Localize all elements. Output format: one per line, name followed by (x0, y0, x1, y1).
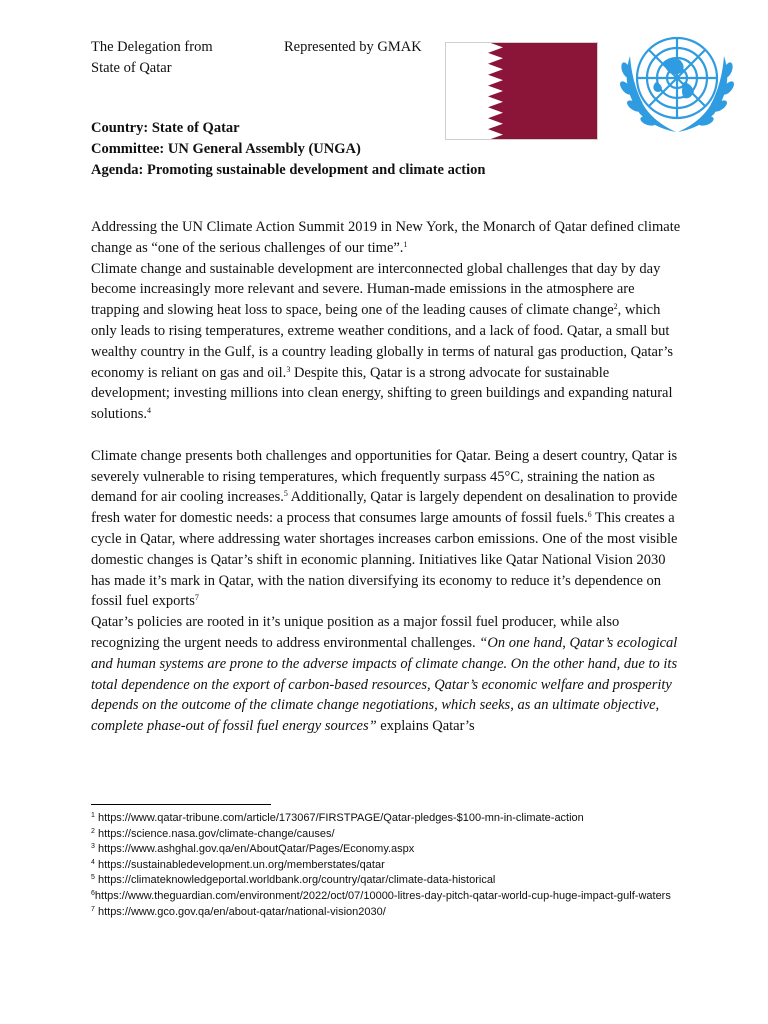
footnote-3 (91, 842, 691, 858)
p2-text-a: Climate change and sustainable development are interconnected global challenges that day by day become increasingly more relevant and severe. Human-made emissions in the atmosphere are trapping and slowing heat loss to space, being one of the leading causes of climate change (91, 260, 661, 319)
footnote-number: 2 (91, 827, 95, 835)
footnote-number: 4 (91, 858, 95, 866)
p4-text-a: Qatar’s policies are rooted in it’s unique position as a major fossil fuel producer, while also recognizing the urgent needs to address environmental challenges. (91, 614, 620, 651)
footnote-ref-4: 4 (147, 406, 151, 416)
footnote-link[interactable]: https://www.theguardian.com/environment/2022/oct/07/10000-litres-day-pitch-qatar-world-cup-huge-impact-gulf-waters (94, 889, 671, 902)
footnote-ref-7: 7 (194, 593, 199, 603)
position-paper-meta (91, 118, 485, 181)
footnote-link[interactable]: https://climateknowledgeportal.worldbank.org/country/qatar/climate-data-historical (94, 874, 496, 887)
paragraph-1 (91, 217, 681, 259)
footnote-link[interactable]: https://www.qatar-tribune.com/article/173067/FIRSTPAGE/Qatar-pledges-$100-mn-in-climate-action (94, 812, 584, 824)
p3-text-c: This creates a cycle in Qatar, where addressing water shortages increases carbon emissions. One of the most visible domestic changes is Qatar’s shift in economic planning. Initiatives like Qatar National Vision 2030 has made it’s mark in Qatar, with the nation diversifying its economy to reduce it’s dependence on fossil fuel exports (91, 510, 678, 610)
paragraph-3 (91, 446, 681, 612)
footnote-link[interactable]: https://www.gco.gov.qa/en/about-qatar/national-vision2030/ (94, 905, 386, 918)
footnote-7 (91, 905, 691, 921)
delegation-line-2: State of Qatar (91, 60, 172, 76)
footnote-6 (91, 889, 691, 905)
footnote-number: 7 (91, 905, 95, 913)
delegation-line-1: The Delegation from (91, 39, 213, 55)
footnote-1 (91, 811, 691, 827)
country-line: Country: State of Qatar (91, 120, 240, 136)
footnote-ref-5: 5 (283, 489, 288, 499)
footnote-ref-2: 2 (613, 302, 618, 312)
paragraph-gap (91, 425, 681, 446)
footnote-separator (91, 804, 271, 805)
footnote-link[interactable]: https://science.nasa.gov/climate-change/causes/ (94, 827, 335, 840)
footnote-2 (91, 827, 691, 843)
footnote-number: 1 (91, 812, 95, 819)
p2-text-b: , which only leads to rising temperatures, extreme weather conditions, and a lack of food. Qatar, a small but wealthy country in the Gulf, is a country leading globally in terms of natural gas production, Qatar’s economy is reliant on gas and oil. (91, 302, 674, 381)
document-body (91, 217, 681, 737)
paragraph-2 (91, 259, 681, 425)
footnote-number: 5 (91, 874, 95, 882)
p4-quote: “On one hand, Qatar’s ecological and human systems are prone to the adverse impacts of climate change. On the other hand, due to its total dependence on the export of carbon-based resources, Qatar’s economic welfare and prosperity depends on the outcome of the climate change negotiations, which seeks, as an ultimate objective, complete phase-out of fossil fuel energy sources” (91, 634, 678, 735)
p2-text-c: Despite this, Qatar is a strong advocate for sustainable development; investing millions into clean energy, shifting to green buildings and expanding natural solutions. (91, 364, 673, 423)
p4-text-b: explains Qatar’s (376, 718, 475, 735)
committee-line: Committee: UN General Assembly (UNGA) (91, 141, 361, 157)
delegation-header (91, 37, 213, 79)
footnote-link[interactable]: https://www.ashghal.gov.qa/en/AboutQatar/Pages/Economy.aspx (94, 843, 415, 856)
footnote-ref-3: 3 (286, 364, 291, 374)
agenda-line: Agenda: Promoting sustainable development and climate action (91, 162, 486, 178)
un-emblem (612, 26, 742, 142)
footnote-ref-6: 6 (587, 510, 592, 520)
paragraph-4 (91, 612, 681, 737)
footnote-5 (91, 873, 691, 889)
p3-text-b: Additionally, Qatar is largely dependent on desalination to provide fresh water for domestic needs: a process that consumes large amounts of fossil fuels. (91, 489, 678, 527)
p1-text: Addressing the UN Climate Action Summit 2019 in New York, the Monarch of Qatar defined climate change as “one of the serious challenges of our time”. (91, 219, 681, 256)
footnotes (91, 811, 691, 920)
represented-by: Represented by GMAK (284, 39, 422, 55)
footnote-ref-1: 1 (403, 239, 408, 249)
footnote-number: 3 (91, 843, 95, 851)
footnote-link[interactable]: https://sustainabledevelopment.un.org/memberstates/qatar (94, 858, 385, 871)
footnote-number: 6 (91, 889, 95, 897)
footnote-4 (91, 858, 691, 874)
emblem-globe (637, 38, 717, 118)
p3-text-a: Climate change presents both challenges and opportunities for Qatar. Being a desert country, Qatar is severely vulnerable to rising temperatures, which frequently surpass 45°C, straining the nation as demand for air cooling increases. (91, 447, 678, 506)
